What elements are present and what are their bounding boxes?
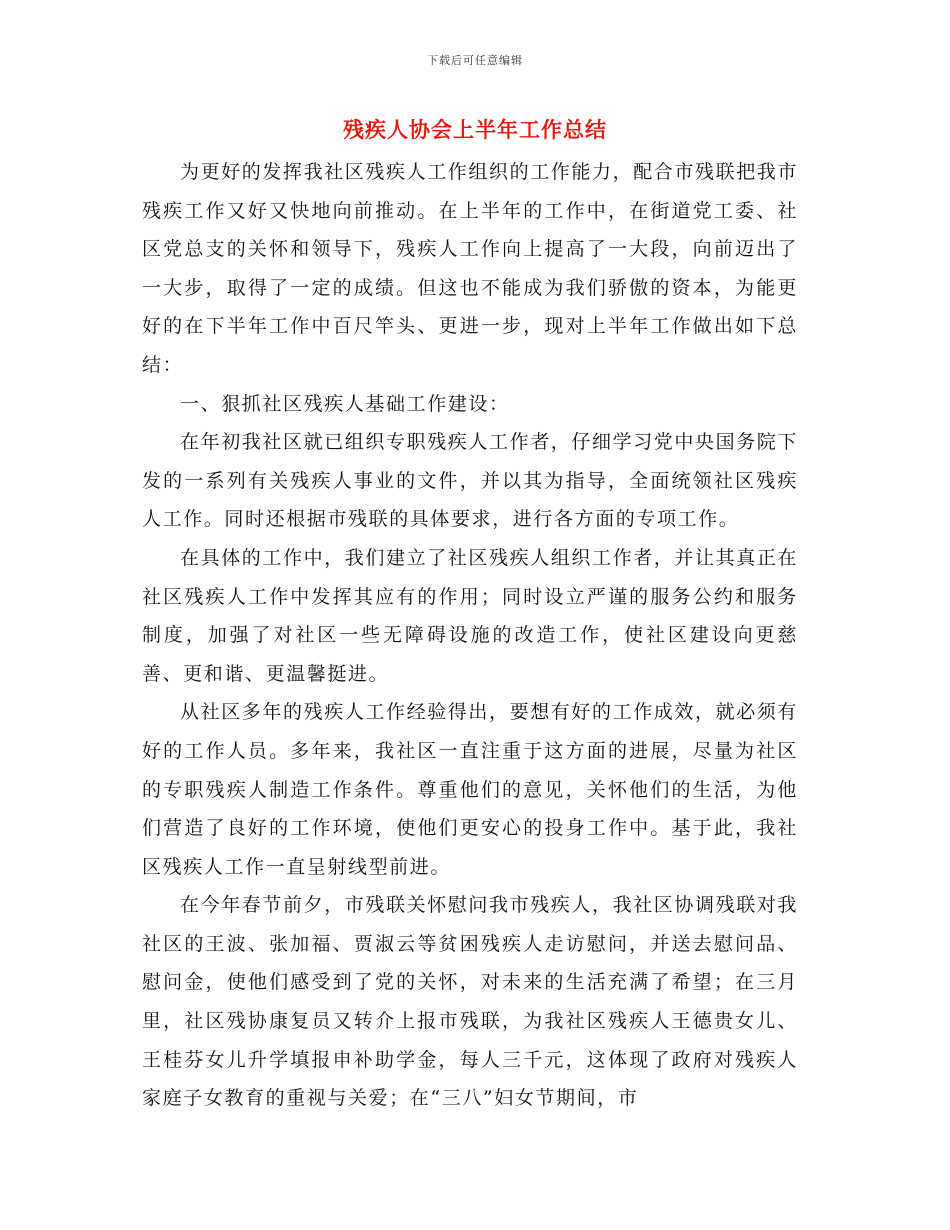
paragraph-3: 在具体的工作中，我们建立了社区残疾人组织工作者，并让其真正在社区残疾人工作中发挥其应有的作用；同时设立严谨的服务公约和服务制度，加强了对社区一些无障碍设施的改造工作，使社区建设向更慈善、更和谐、更温馨挺进。 — [142, 546, 799, 685]
section-heading-1: 一、狠抓社区残疾人基础工作建设： — [180, 392, 510, 415]
document-title: 残疾人协会上半年工作总结 — [343, 117, 607, 142]
paragraph-4: 从社区多年的残疾人工作经验得出，要想有好的工作成效，就必须有好的工作人员。多年来，我社区一直注重于这方面的进展，尽量为社区的专职残疾人制造工作条件。尊重他们的意见，关怀他们的生活，为他们营造了良好的工作环境，使他们更安心的投身工作中。基于此，我社区残疾人工作一直呈射线型前进。 — [142, 701, 799, 878]
paragraph-2: 在年初我社区就已组织专职残疾人工作者，仔细学习党中央国务院下发的一系列有关残疾人事业的文件，并以其为指导，全面统领社区残疾人工作。同时还根据市残联的具体要求，进行各方面的专项工作。 — [142, 431, 799, 531]
document-body — [142, 153, 798, 1118]
paragraph-intro: 为更好的发挥我社区残疾人工作组织的工作能力，配合市残联把我市残疾工作又好又快地向前推动。在上半年的工作中，在街道党工委、社区党总支的关怀和领导下，残疾人工作向上提高了一大段，向前迈出了一大步，取得了一定的成绩。但这也不能成为我们骄傲的资本，为能更好的在下半年工作中百尺竿头、更进一步，现对上半年工作做出如下总结： — [142, 161, 799, 376]
header-note: 下载后可任意编辑 — [427, 54, 523, 67]
paragraph-5: 在今年春节前夕，市残联关怀慰问我市残疾人，我社区协调残联对我社区的王波、张加福、贾淑云等贫困残疾人走访慰问，并送去慰问品、慰问金，使他们感受到了党的关怀，对未来的生活充满了希望；在三月里，社区残协康复员又转介上报市残联，为我社区残疾人王德贵女儿、王桂芬女儿升学填报申补助学金，每人三千元，这体现了政府对残疾人家庭子女教育的重视与关爱；在“三八”妇女节期间，市 — [142, 894, 799, 1110]
